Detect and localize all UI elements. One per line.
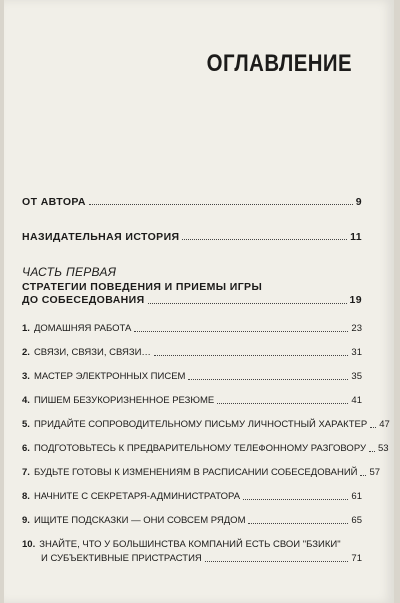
toc-entry-page: 11 [350, 231, 362, 243]
part-heading [22, 281, 362, 306]
dot-leader [182, 239, 347, 240]
chapter-number: 5. [22, 419, 30, 430]
chapter-page: 65 [351, 515, 362, 526]
toc-chapter [22, 419, 390, 431]
toc-chapter [22, 515, 362, 527]
book-page [4, 0, 394, 603]
chapter-title: ИЩИТЕ ПОДСКАЗКИ — ОНИ СОВСЕМ РЯДОМ [33, 515, 246, 526]
toc-entry-page: 9 [355, 196, 362, 208]
chapter-title: БУДЬТЕ ГОТОВЫ К ИЗМЕНЕНИЯМ В РАСПИСАНИИ СОБЕСЕДОВАНИЙ [33, 467, 358, 478]
part-title-line-1: СТРАТЕГИИ ПОВЕДЕНИЯ И ПРИЕМЫ ИГРЫ [22, 281, 263, 293]
chapter-page: 23 [351, 323, 362, 334]
dot-leader [134, 331, 348, 332]
chapter-title: ПРИДАЙТЕ СОПРОВОДИТЕЛЬНОМУ ПИСЬМУ ЛИЧНОСТНЫЙ ХАРАКТЕР [33, 419, 368, 430]
part-page: 19 [349, 294, 362, 306]
part-label: ЧАСТЬ ПЕРВАЯ [22, 265, 117, 279]
chapter-number: 10. [22, 539, 36, 550]
chapter-number: 7. [22, 467, 30, 478]
chapter-title: СВЯЗИ, СВЯЗИ, СВЯЗИ… [33, 347, 151, 358]
chapter-title-line-2: И СУБЪЕКТИВНЫЕ ПРИСТРАСТИЯ [41, 553, 202, 564]
dot-leader [360, 475, 366, 476]
dot-leader [243, 499, 348, 500]
chapter-title: МАСТЕР ЭЛЕКТРОННЫХ ПИСЕМ [33, 371, 186, 382]
toc-chapter [22, 467, 381, 479]
chapter-page: 61 [351, 491, 362, 502]
dot-leader [217, 403, 348, 404]
chapter-number: 4. [22, 395, 30, 406]
toc-chapter [22, 491, 362, 503]
toc-entry-label: НАЗИДАТЕЛЬНАЯ ИСТОРИЯ [22, 231, 180, 243]
toc-chapter [22, 347, 362, 359]
chapter-page: 57 [369, 467, 381, 478]
page-title: ОГЛАВЛЕНИЕ [206, 50, 352, 77]
chapter-page: 35 [351, 371, 362, 382]
dot-leader [369, 451, 375, 452]
toc-chapter [22, 539, 362, 551]
chapter-number: 3. [22, 371, 30, 382]
chapter-page: 31 [351, 347, 362, 358]
chapter-title: ПИШЕМ БЕЗУКОРИЗНЕННОЕ РЕЗЮМЕ [33, 395, 215, 406]
chapter-number: 8. [22, 491, 30, 502]
chapter-number: 1. [22, 323, 30, 334]
chapter-number: 2. [22, 347, 30, 358]
toc-entry [22, 196, 362, 208]
toc-chapter [22, 443, 389, 455]
chapter-title: ЗНАЙТЕ, ЧТО У БОЛЬШИНСТВА КОМПАНИЙ ЕСТЬ СВОИ "БЗИКИ" [39, 539, 341, 550]
toc-entry-label: ОТ АВТОРА [22, 196, 86, 208]
dot-leader [248, 523, 348, 524]
dot-leader [188, 379, 348, 380]
dot-leader [148, 303, 347, 304]
chapter-title: ДОМАШНЯЯ РАБОТА [33, 323, 132, 334]
toc-chapter [22, 395, 362, 407]
toc-chapter [22, 323, 362, 335]
chapter-page: 47 [379, 419, 390, 430]
chapter-title: НАЧНИТЕ С СЕКРЕТАРЯ-АДМИНИСТРАТОРА [33, 491, 241, 502]
dot-leader [205, 561, 349, 562]
chapter-page: 53 [377, 443, 389, 454]
toc-entry [22, 231, 362, 243]
chapter-page: 71 [351, 553, 362, 564]
chapter-number: 6. [22, 443, 30, 454]
chapter-number: 9. [22, 515, 30, 526]
dot-leader [89, 204, 353, 205]
dot-leader [370, 427, 376, 428]
part-title-row [22, 294, 362, 307]
toc-chapter [22, 371, 362, 383]
dot-leader [154, 355, 349, 356]
toc-chapter-continued [22, 553, 362, 565]
chapter-title: ПОДГОТОВЬТЕСЬ К ПРЕДВАРИТЕЛЬНОМУ ТЕЛЕФОННОМУ РАЗГОВОРУ [33, 443, 366, 454]
chapter-page: 41 [351, 395, 362, 406]
part-title-line-2: ДО СОБЕСЕДОВАНИЯ [22, 294, 145, 306]
